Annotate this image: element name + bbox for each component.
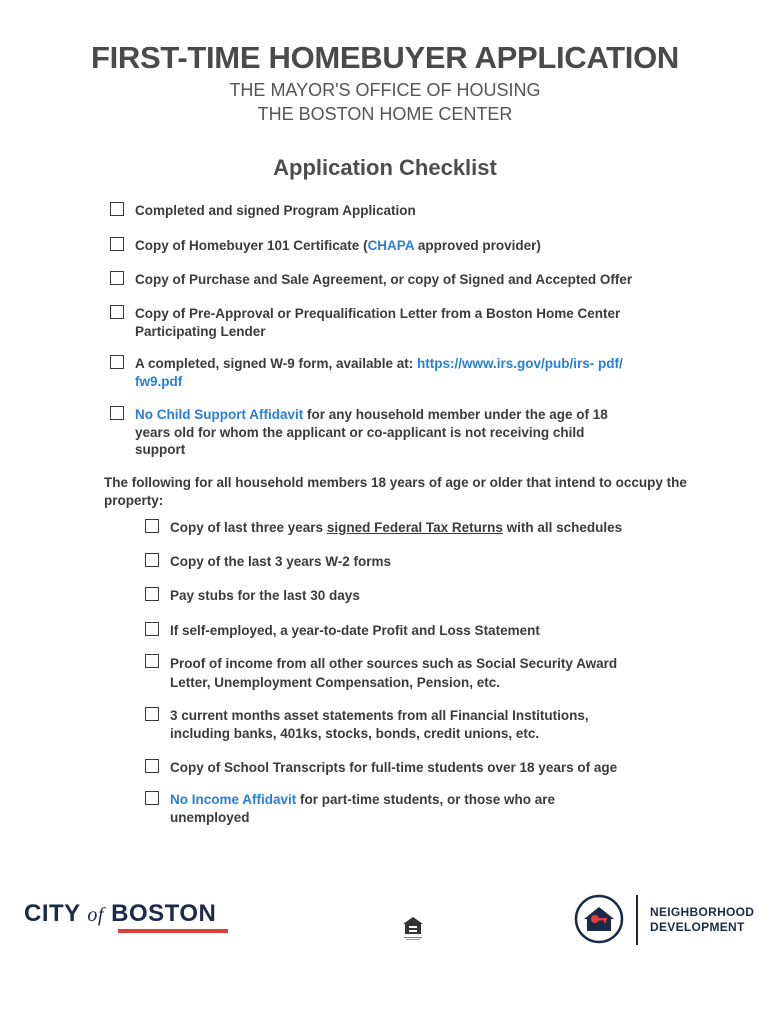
equal-housing-icon [400, 914, 426, 942]
checkbox[interactable] [110, 237, 124, 251]
chapa-link[interactable]: CHAPA [367, 238, 415, 253]
subtitle-office: THE MAYOR'S OFFICE OF HOUSING [229, 80, 541, 100]
member-checklist-item [145, 622, 540, 640]
item-text: No Income Affidavit for part-time students, or those who are unemployed [170, 792, 556, 825]
member-checklist-item [145, 553, 391, 571]
no-income-affidavit-link[interactable]: No Income Affidavit [170, 792, 297, 807]
item-text: Proof of income from all other sources such as Social Security Award Letter, Unemployment Compensation, Pension, etc. [170, 656, 618, 690]
item-text: Copy of Purchase and Sale Agreement, or copy of Signed and Accepted Offer [135, 272, 633, 287]
logo-underline [118, 929, 228, 933]
w9-link-continued[interactable]: fw9.pdf [135, 374, 183, 389]
checklist-item [110, 406, 608, 459]
checkbox[interactable] [145, 622, 159, 636]
subtitle-center: THE BOSTON HOME CENTER [257, 104, 513, 124]
item-text: Completed and signed Program Application [135, 203, 416, 218]
item-text: If self-employed, a year-to-date Profit and Loss Statement [170, 623, 540, 638]
page-title: FIRST-TIME HOMEBUYER APPLICATION [90, 40, 679, 75]
item-text: Copy of last three years signed Federal Tax Returns with all schedules [170, 520, 623, 535]
footer-divider [636, 895, 638, 945]
checklist-item [110, 271, 632, 289]
checklist-item [110, 355, 623, 373]
item-text: Copy of Pre-Approval or Prequalification Letter from a Boston Home Center Participating Lender [135, 306, 621, 339]
w9-link[interactable]: https://www.irs.gov/pub/irs- pdf/ [417, 356, 623, 371]
household-members-intro: The following for all household members 18 years of age or older that intend to occupy the property: [104, 475, 687, 508]
member-checklist-item [145, 519, 622, 537]
checklist-item [110, 202, 416, 220]
item-text: Pay stubs for the last 30 days [170, 588, 360, 603]
checkbox[interactable] [145, 553, 159, 567]
item-text: No Child Support Affidavit for any household member under the age of 18 years old for whom the applicant or co-applicant is not receiving child support [135, 407, 608, 457]
checklist-item [110, 305, 620, 340]
neighborhood-development-label: NEIGHBORHOOD DEVELOPMENT [650, 905, 755, 934]
checkbox[interactable] [145, 519, 159, 533]
neighborhood-development-house-icon [574, 894, 624, 944]
item-text: Copy of School Transcripts for full-time students over 18 years of age [170, 760, 618, 775]
checkbox[interactable] [145, 654, 159, 668]
child-support-affidavit-link[interactable]: No Child Support Affidavit [135, 407, 304, 422]
checkbox[interactable] [145, 707, 159, 721]
checkbox[interactable] [110, 271, 124, 285]
checkbox[interactable] [145, 759, 159, 773]
item-text: Copy of Homebuyer 101 Certificate (CHAPA approved provider) [135, 238, 541, 253]
item-text: Copy of the last 3 years W-2 forms [170, 554, 392, 569]
checkbox[interactable] [110, 355, 124, 369]
checklist-item [110, 237, 541, 255]
checkbox[interactable] [110, 305, 124, 319]
checkbox[interactable] [110, 202, 124, 216]
member-checklist-item [145, 587, 360, 605]
member-checklist-item [145, 707, 589, 742]
member-checklist-item [145, 654, 617, 692]
checkbox[interactable] [145, 791, 159, 805]
checkbox[interactable] [145, 587, 159, 601]
city-of-boston-logo: CITY of BOSTON [24, 900, 217, 927]
item-text: A completed, signed W-9 form, available at: https://www.irs.gov/pub/irs- pdf/ [135, 356, 623, 371]
checkbox[interactable] [110, 406, 124, 420]
member-checklist-item [145, 791, 555, 826]
checklist-heading: Application Checklist [273, 155, 497, 180]
member-checklist-item [145, 759, 617, 777]
item-text: 3 current months asset statements from all Financial Institutions, including banks, 401ks, stocks, bonds, credit unions, etc. [170, 708, 589, 741]
